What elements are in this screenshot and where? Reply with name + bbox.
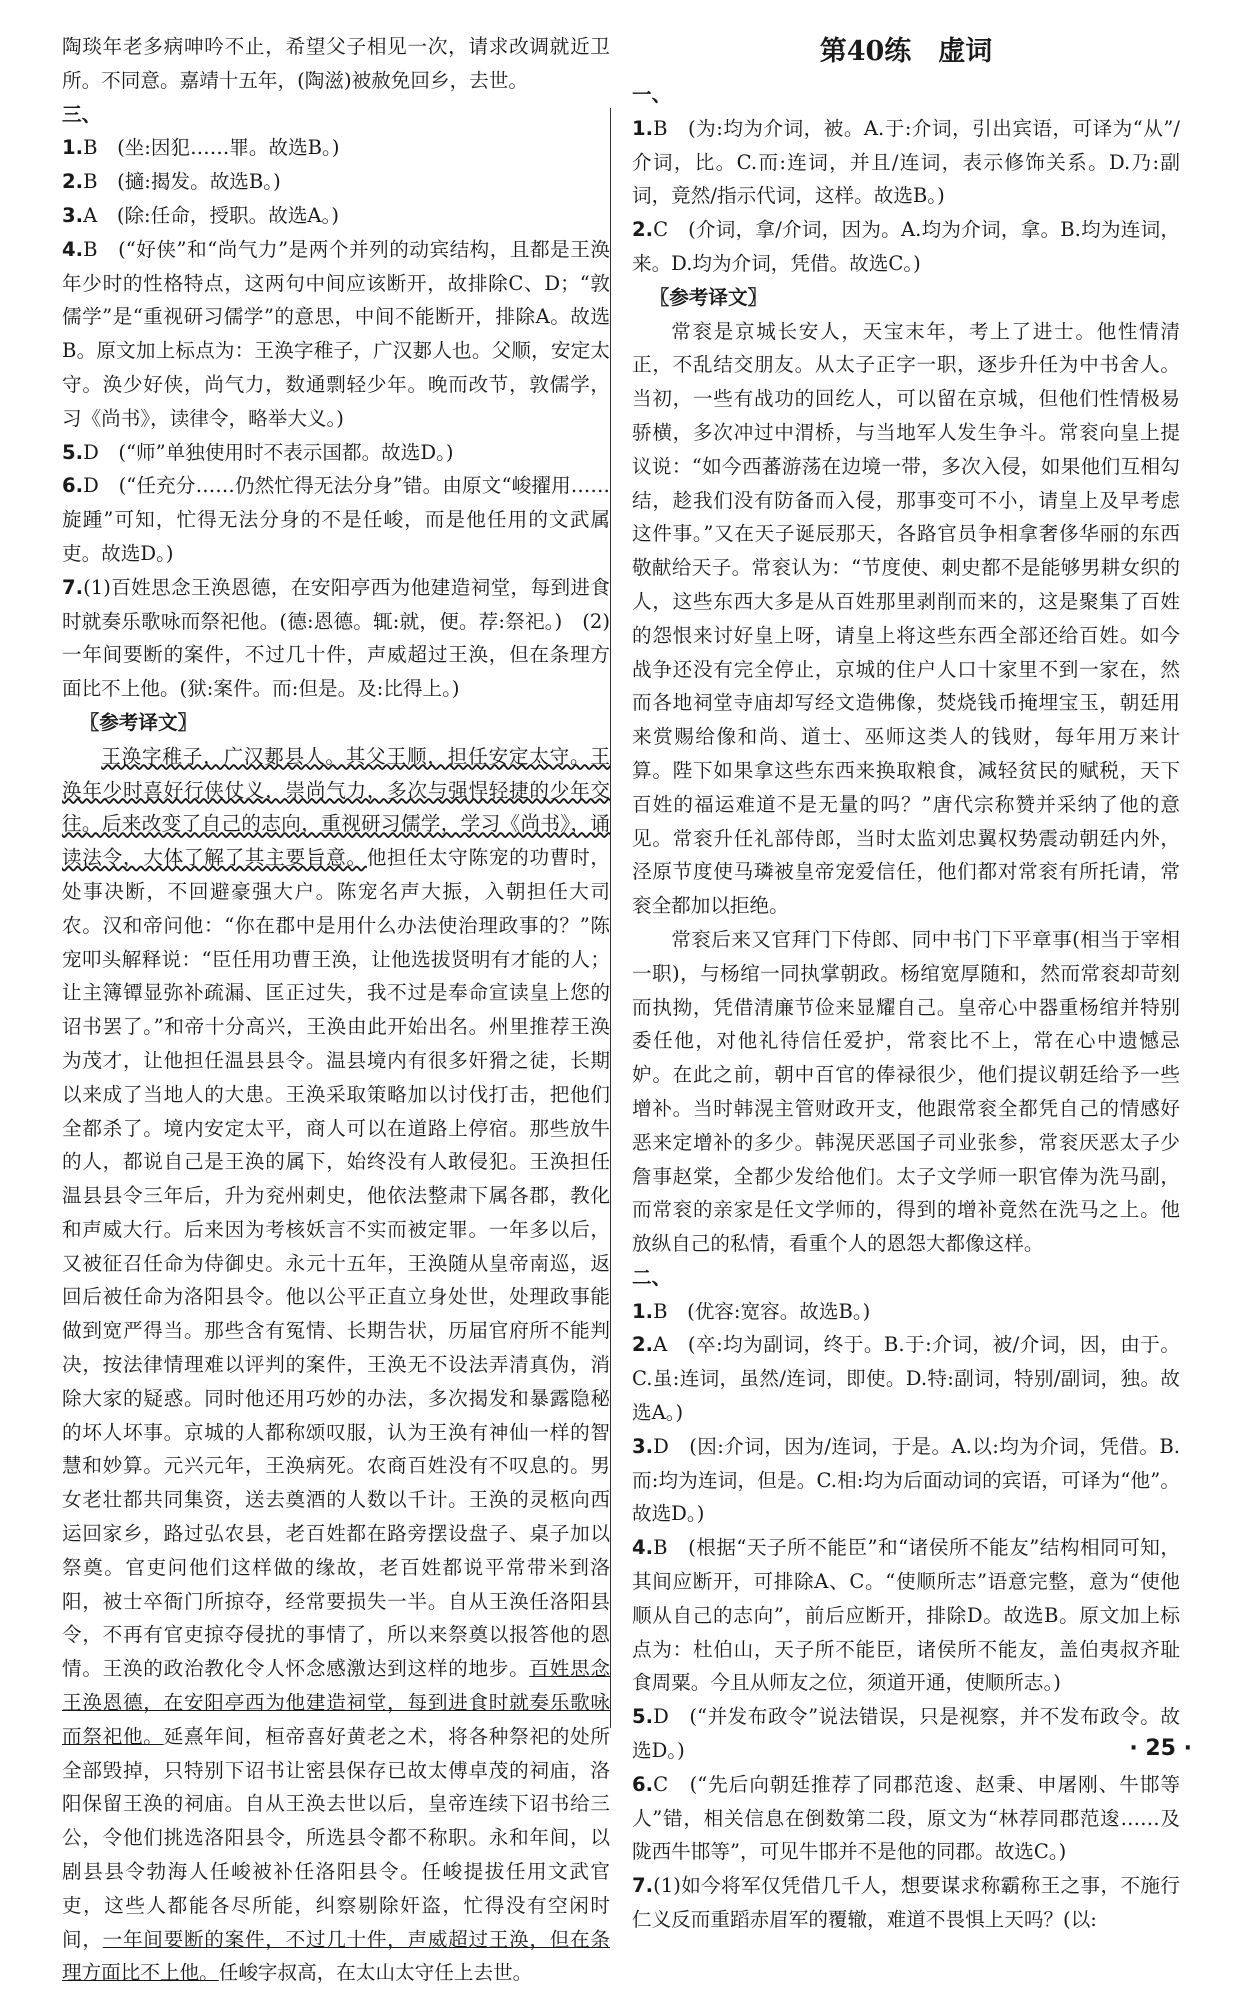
answer-text: C (介词，拿/介词，因为。A.均为介词，拿。B.均为连词，来。D.均为介词，凭借。故选C。) [632,218,1180,275]
answer-number: 4. [62,237,84,261]
section-heading-3: 三、 [62,102,102,126]
answer-text: B (为:均为介词，被。A.于:介词，引出宾语，可译为“从”/介词，比。C.而:连词，并且/连词，表示修饰关系。D.乃:副词，竟然/指示代词，这样。故选B。) [632,116,1180,208]
column-divider [610,108,611,1728]
answer-number: 6. [632,1772,654,1796]
answer-number: 4. [632,1536,654,1560]
answer-item [632,1768,1180,1869]
right-column [632,30,1180,1937]
answer-item [632,1869,1180,1937]
answer-text: A (卒:均为副词，终于。B.于:介词，被/介词，因，由于。C.虽:连词，虽然/连词，即使。D.特:副词，特别/副词，独。故选A。) [632,1333,1180,1425]
translation-text: 任峻字叔高，在太山太守任上去世。 [218,1961,533,1985]
answer-item [62,469,610,570]
answer-item [632,1328,1180,1429]
intro-text: 陶琰年老多病呻吟不止，希望父子相见一次，请求改调就近卫所。不同意。嘉靖十五年，(陶滋)被赦免回乡，去世。 [62,35,610,92]
answer-item [62,233,610,436]
underlined-text: 百姓思念王涣恩德，在安阳亭西为他建造祠堂，每到进食时就奏乐歌咏而祭祀他。 [62,1657,611,1748]
underlined-text: 一年间要断的案件，不过几十件，声威超过王涣，但在条理方面比不上他。 [62,1927,611,1985]
answer-number: 1. [632,1299,654,1323]
answer-number: 1. [62,136,84,160]
reference-translation-label: 〖参考译文〗 [79,710,198,734]
answer-number: 3. [62,203,84,227]
answer-item [632,1295,1180,1329]
answer-text: (1)如今将军仅凭借几千人，想要谋求称霸称王之事，不施行仁义反而重蹈赤眉军的覆辙，难道不畏惧上天吗？(以: [632,1874,1180,1932]
answer-text: D (“师”单独使用时不表示国都。故选D。) [83,440,454,464]
answer-text: A (除:任命，授职。故选A。) [83,203,339,227]
answer-item [62,131,610,165]
translation-text: 他担任太守陈宠的功曹时，处事决断，不回避豪强大户。陈宠名声大振，入朝担任大司农。汉和帝问他：“你在郡中是用什么办法使治理政事的？”陈宠叩头解释说：“臣任用功曹王涣，让他选拔贤明有才能的人；让主簿镡显弥补疏漏、匡正过失，我不过是奉命宣读皇上您的诏书罢了。”和帝十分高兴，王涣由此开始出名。州里推荐王涣为茂才，让他担任温县县令。温县境内有很多奸猾之徒，长期以来成了当地人的大患。王涣采取策略加以讨伐打击，把他们全都杀了。境内安定太平，商人可以在道路上停宿。那些放牛的人，都说自己是王涣的属下，始终没有人敢侵犯。王涣担任温县县令三年后，升为兖州刺史，他依法整肃下属各郡，教化和声威大行。后来因为考核妖言不实而被定罪。一年多以后，又被征召任命为侍御史。永元十五年，王涣随从皇帝南巡，返回后被任命为洛阳县令。他以公平正直立身处世，处理政事能做到宽严得当。那些含有冤情、长期告状，历届官府所不能判决，按法律情理难以评判的案件，王涣无不设法弄清真伪，消除大家的疑惑。同时他还用巧妙的办法，多次揭发和暴露隐秘的坏人坏事。京城的人都称颂叹服，认为王涣有神仙一样的智慧和妙算。元兴元年，王涣病死。农商百姓没有不叹息的。男女老壮都共同集资，送去奠酒的人数以千计。王涣的灵柩向西运回家乡，路过弘农县，老百姓都在路旁摆设盘子、桌子加以祭奠。官吏问他们这样做的缘故，老百姓都说平常带米到洛阳，被士卒衙门所掠夺，经常要损失一半。自从王涣任洛阳县令，不再有官吏掠夺侵扰的事情了，所以来祭奠以报答他的恩情。王涣的政治教化令人怀念感激达到这样的地步。 [62,846,611,1681]
answer-text: B (坐:因犯……罪。故选B。) [83,136,340,160]
answer-item [62,165,610,199]
answer-item [632,112,1180,213]
answer-text: C (“先后向朝廷推荐了同郡范逡、赵秉、申屠刚、牛邯等人”错，相关信息在倒数第二段，原文为“林荐同郡范逡……及陇西牛邯等”，可见牛邯并不是他的同郡。故选C。) [632,1772,1180,1864]
answer-item [62,571,610,706]
answer-text: D (“任充分……仍然忙得无法分身”错。由原文“峻擢用……旋踵”可知，忙得无法分身的不是任峻，而是他任用的文武属吏。故选D。) [62,474,610,565]
answer-number: 7. [632,1874,654,1898]
answer-item [632,1700,1180,1768]
answer-text: D (“并发布政令”说法错误，只是视察，并不发布政令。故选D。) [632,1705,1180,1763]
left-column [62,30,610,1990]
exercise-title: 第40练 虚词 [819,36,993,67]
answer-number: 2. [632,218,654,242]
translation-text: 延熹年间，桓帝喜好黄老之术，将各种祭祀的处所全部毁掉，只特别下诏书让密县保存已故太傅卓茂的祠庙，洛阳保留王涣的祠庙。自从王涣去世以后，皇帝连续下诏书给三公，令他们挑选洛阳县令，所选县令都不称职。永和年间，以剧县县令勃海人任峻被补任洛阳县令。任峻提拔任用文武官吏，这些人都能各尽所能，纠察剔除奸盗，忙得没有空闲时间， [62,1724,611,1951]
answer-number: 7. [62,575,84,599]
answer-item [62,199,610,233]
answer-number: 5. [62,440,84,464]
page-number: · 25 · [1129,1736,1192,1761]
answer-number: 2. [62,170,84,194]
answer-number: 3. [632,1434,654,1458]
wavy-underlined-text: 王涣字稚子，广汉郪县人。其父王顺，担任安定太守。王涣年少时喜好行侠仗义，崇尚气力，多次与强悍轻捷的少年交往。后来改变了自己的志向，重视研习儒学，学习《尚书》，诵读法令，大体了解了其主要旨意。 [62,744,610,870]
answer-text: B (擿:揭发。故选B。) [83,170,281,194]
answer-text: D (因:介词，因为/连词，于是。A.以:均为介词，凭借。B.而:均为连词，但是。C.相:均为后面动词的宾语，可译为“他”。故选D。) [632,1434,1180,1526]
translation-paragraph: 常衮是京城长安人，天宝末年，考上了进士。他性情清正，不乱结交朋友。从太子正字一职，逐步升任为中书舍人。当初，一些有战功的回纥人，可以留在京城，但他们性情极易骄横，多次冲过中渭桥，与当地军人发生争斗。常衮向皇上提议说：“如今西蕃游荡在边境一带，多次入侵，如果他们互相勾结，趁我们没有防备而入侵，那事变可不小，请皇上及早考虑这件事。”又在天子诞辰那天，各路官员争相拿奢侈华丽的东西敬献给天子。常衮认为：“节度使、刺史都不是能够男耕女织的人，这些东西大多是从百姓那里剥削而来的，这是聚集了百姓的怨恨来讨好皇上呀，请皇上将这些东西全部还给百姓。如今战争还没有完全停止，京城的住户人口十家里不到一家在，然而各地祠堂寺庙却写经文造佛像，焚烧钱币掩埋宝玉，朝廷用来赏赐给像和尚、道士、巫师这类人的钱财，每年用万来计算。陛下如果拿这些东西来换取粮食，减轻贫民的赋税，天下百姓的福运难道不是无量的吗？”唐代宗称赞并采纳了他的意见。常衮升任礼部侍郎，当时太监刘忠翼权势震动朝廷内外，泾原节度使马璘被皇帝宠爱信任，他们都对常衮有所托请，常衮全都加以拒绝。 [632,319,1180,918]
reference-translation-label: 〖参考译文〗 [649,285,768,309]
answer-number: 1. [632,116,654,140]
section-heading-1: 一、 [632,83,672,106]
answer-number: 5. [632,1705,654,1729]
answer-number: 6. [62,474,84,498]
answer-number: 2. [632,1333,654,1357]
translation-paragraph [62,740,610,1990]
answer-text: B (根据“天子所不能臣”和“诸侯所不能友”结构相同可知，其间应断开，可排除A、C。“使顺所志”语意完整，意为“使他顺从自己的志向”，前后应断开，排除D。故选B。原文加上标点为：杜伯山，天子所不能臣，诸侯所不能友，盖伯夷叔齐耻食周粟。今且从师友之位，须道开通，使顺所志。) [632,1536,1180,1695]
answer-item [62,436,610,470]
answer-item [632,1430,1180,1531]
answer-text: (1)百姓思念王涣恩德，在安阳亭西为他建造祠堂，每到进食时就奏乐歌咏而祭祀他。(德:恩德。辄:就，便。荐:祭祀。) (2)一年间要断的案件，不过几十件，声威超过王涣，但在条理方面比不上他。(狱:案件。而:但是。及:比得上。) [62,575,610,701]
answer-text: B (“好侠”和“尚气力”是两个并列的动宾结构，且都是王涣年少时的性格特点，这两句中间应该断开，故排除C、D；“敦儒学”是“重视研习儒学”的意思，中间不能断开，排除A。故选B。原文加上标点为：王涣字稚子，广汉郪人也。父顺，安定太守。涣少好侠，尚气力，数通剽轻少年。晚而改节，敦儒学，习《尚书》，读律令，略举大义。) [62,237,610,430]
answer-item [632,1531,1180,1700]
translation-paragraph: 常衮后来又官拜门下侍郎、同中书门下平章事(相当于宰相一职)，与杨绾一同执掌朝政。杨绾宽厚随和，然而常衮却苛刻而执拗，凭借清廉节俭来显耀自己。皇帝心中器重杨绾并特别委任他，对他礼待信任爱护，常衮比不上，常在心中遗憾忌妒。在此之前，朝中百官的俸禄很少，他们提议朝廷给予一些增补。当时韩滉主管财政开支，他跟常衮全都凭自己的情感好恶来定增补的多少。韩滉厌恶国子司业张参，常衮厌恶太子少詹事赵棠，全都少发给他们。太子文学师一职官俸为洗马副，而常衮的亲家是任文学师的，得到的增补竟然在洗马之上。他放纵自己的私情，看重个人的恩怨大都像这样。 [632,927,1180,1256]
answer-text: B (优容:宽容。故选B。) [653,1299,871,1323]
section-heading-2: 二、 [632,1265,672,1289]
answer-item [632,213,1180,281]
